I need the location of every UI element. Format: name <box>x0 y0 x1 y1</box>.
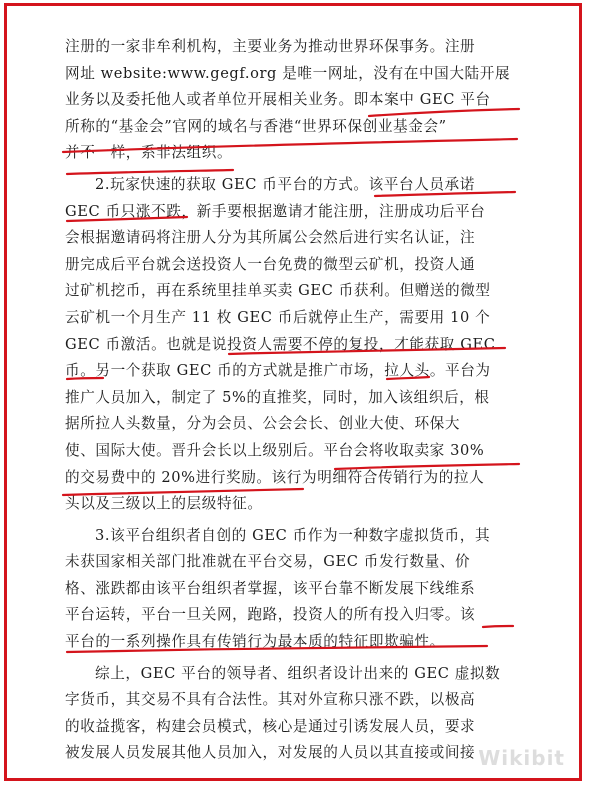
text-line: 币。另一个获取 GEC 币的方式就是推广市场，拉人头。平台为 <box>65 362 491 380</box>
text-line: 并不一样，系非法组织。 <box>65 144 233 162</box>
text-line: GEC 币只涨不跌，新手要根据邀请才能注册，注册成功后平台 <box>65 202 486 220</box>
text-line: 推广人员加入，制定了 5%的直推奖，同时，加入该组织后，根 <box>65 388 490 406</box>
text-line: 平台运转，平台一旦关网，跑路，投资人的所有投入归零。该 <box>65 606 476 624</box>
text-line: 册完成后平台就会送投资人一台免费的微型云矿机，投资人通 <box>65 255 476 273</box>
text-line: 使、国际大使。晋升会长以上级别后。平台会将收取卖家 30% <box>65 441 485 459</box>
text-line: 注册的一家非牟利机构，主要业务为推动世界环保事务。注册 <box>65 38 476 55</box>
watermark-logo: Wikibit <box>478 746 565 770</box>
text-line: 会根据邀请码将注册人分为其所属公会然后进行实名认证，注 <box>65 229 476 247</box>
text-line: 2.玩家快速的获取 GEC 币平台的方式。该平台人员承诺 <box>95 175 475 193</box>
text-line: 3.该平台组织者自创的 GEC 币作为一种数字虚拟货币，其 <box>95 526 491 544</box>
text-line: 的交易费中的 20%进行奖励。该行为明细符合传销行为的拉人 <box>65 468 485 486</box>
text-line: 综上，GEC 平台的领导者、组织者设计出来的 GEC 虚拟数 <box>95 664 501 682</box>
paragraph-foundation-domain <box>65 34 525 167</box>
text-line: 所称的“基金会”官网的域名与香港“世界环保创业基金会” <box>65 117 447 135</box>
text-line: 未获国家相关部门批准就在平台交易，GEC 币发行数量、价 <box>65 553 471 571</box>
paragraph-conclusion <box>65 661 525 767</box>
text-line: 据所拉人头数量，分为会员、公会会长、创业大使、环保大 <box>65 415 461 433</box>
text-line: 字货币，其交易不具有合法性。其对外宣称只涨不跌，以极高 <box>65 691 476 709</box>
text-line: 过矿机挖币，再在系统里挂单买卖 GEC 币获利。但赠送的微型 <box>65 282 491 300</box>
text-line: GEC 币激活。也就是说投资人需要不停的复投，才能获取 GEC <box>65 335 496 353</box>
red-highlight-frame <box>4 3 582 781</box>
paragraph-virtual-currency <box>65 523 525 656</box>
text-line: 业务以及委托他人或者单位开展相关业务。即本案中 GEC 平台 <box>65 91 491 109</box>
text-line: 头以及三级以上的层级特征。 <box>65 495 263 513</box>
text-line: 云矿机一个月生产 11 枚 GEC 币后就停止生产，需要用 10 个 <box>65 308 491 326</box>
text-line: 网址 website:www.gegf.org 是唯一网址，没有在中国大陆开展 <box>65 64 511 82</box>
text-line: 的收益揽客，构建会员模式，核心是通过引诱发展人员，要求 <box>65 717 476 735</box>
text-line: 平台的一系列操作具有传销行为最本质的特征即欺骗性。 <box>65 633 445 651</box>
paragraph-acquisition-method <box>65 172 525 518</box>
text-line: 格、涨跌都由该平台组织者掌握，该平台靠不断发展下线维系 <box>65 579 476 597</box>
text-line: 被发展人员发展其他人员加入，对发展的人员以其直接或间接 <box>65 744 476 762</box>
document-body <box>65 34 525 772</box>
